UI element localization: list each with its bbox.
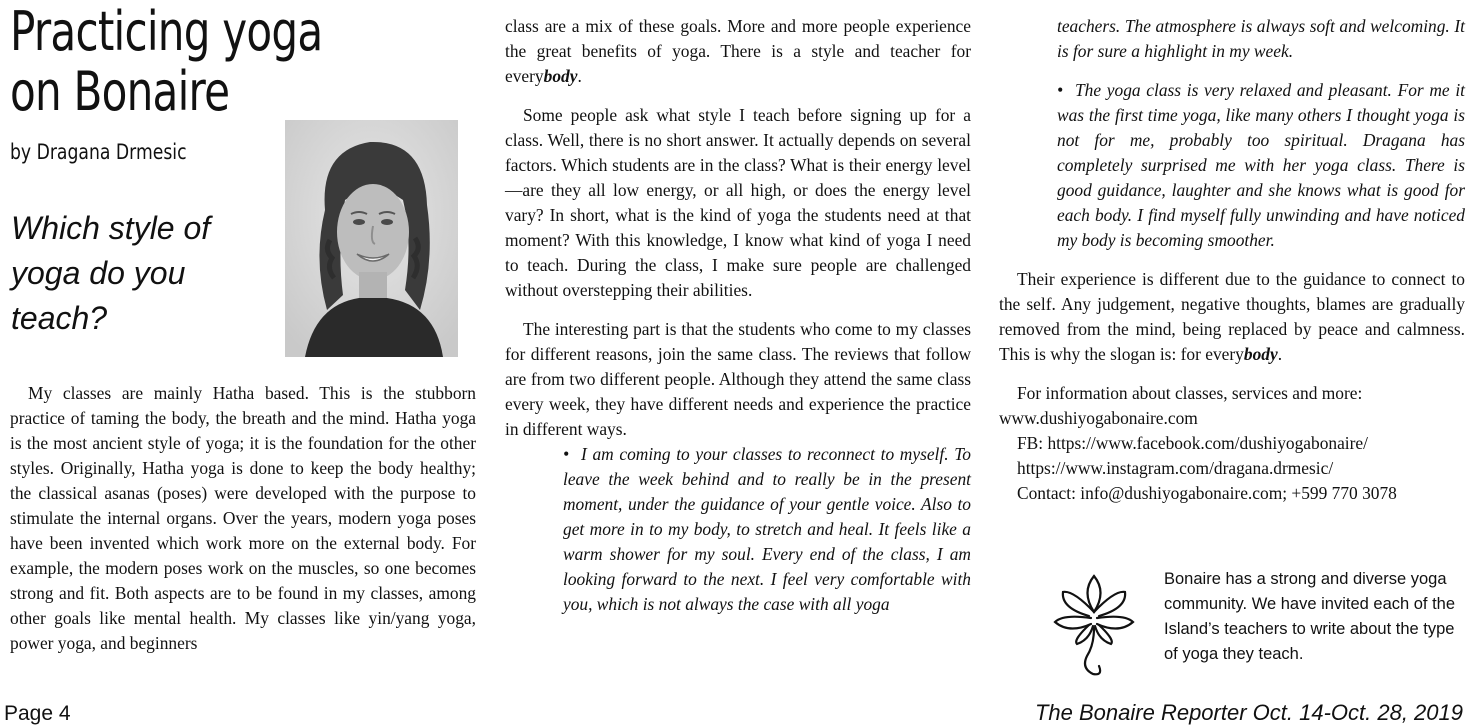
paragraph: My classes are mainly Hatha based. This is the stubborn practice of taming the body, the breath and the mind. Hatha yoga is the most ancient style of yoga; it is the foundation for the other styles. Originally, Hatha yoga is done to keep the body healthy; the classical asanas (poses) were developed with the purpose to stimulate the internal organs. Over the years, modern yoga poses have been invented which work more on the external body. For example, the modern poses work on the muscles, so one becomes strong and fit. Both aspects are to be found in my classes, among other goals like mental health. My classes like yin/yang yoga, power yoga, and beginners bbox=[10, 383, 476, 653]
article-subtitle: Which style of yoga do you teach? bbox=[11, 210, 211, 336]
publication-info: The Bonaire Reporter Oct. 14-Oct. 28, 2019 bbox=[1034, 700, 1463, 725]
emphasis-body: body bbox=[543, 66, 578, 86]
review-quote bbox=[505, 442, 971, 617]
facebook-link[interactable]: FB: https://www.facebook.com/dushiyogabonaire/ bbox=[1017, 433, 1368, 453]
column-2 bbox=[505, 14, 971, 617]
bullet-icon: • bbox=[563, 444, 570, 464]
contact-email-phone[interactable]: Contact: info@dushiyogabonaire.com; +599 770 3078 bbox=[1017, 483, 1397, 503]
series-promo: Bonaire has a strong and diverse yoga community. We have invited each of the Island’s teachers to write about the type of yoga they teach. bbox=[1164, 570, 1456, 663]
title-line-1: Practicing yoga bbox=[10, 0, 323, 63]
contact-info bbox=[999, 381, 1465, 506]
paragraph-text: Their experience is different due to the guidance to connect to the self. Any judgement, negative thoughts, blames are gradually removed from the mind, being replaced by peace and calmness. This is why the slogan is: for every bbox=[999, 269, 1465, 364]
paragraph-text: . bbox=[577, 66, 582, 86]
instagram-link[interactable]: https://www.instagram.com/dragana.drmesic/ bbox=[1017, 458, 1334, 478]
bullet-icon: • bbox=[1057, 80, 1064, 100]
lotus-icon bbox=[1051, 570, 1137, 682]
paragraph bbox=[999, 267, 1465, 367]
website-link[interactable]: www.dushiyogabonaire.com bbox=[999, 408, 1198, 428]
emphasis-body: body bbox=[1243, 344, 1278, 364]
review-text: I am coming to your classes to reconnect to myself. To leave the week behind and to really be in the present moment, under the guidance of your gentle voice. Also to get more in to my body, to stretch and heal. It feels like a warm shower for my soul. Every end of the class, I am looking forward to the next. I feel very comfortable with you, which is not always the case with all yoga bbox=[563, 444, 971, 614]
paragraph: Some people ask what style I teach before signing up for a class. Well, there is no short answer. It actually depends on several factors. Which students are in the class? What is their energy level—are they all low energy, or all high, or does the energy level vary? In short, what is the kind of yoga the students need at that moment? With this knowledge, I know what kind of yoga I need to teach. During the class, I make sure people are challenged without overstepping their abilities. bbox=[505, 105, 971, 300]
paragraph bbox=[505, 14, 971, 89]
byline: by Dragana Drmesic bbox=[10, 140, 187, 164]
review-text: The yoga class is very relaxed and pleasant. For me it was the first time yoga, like many others I thought yoga is not for me, probably too spiritual. Dragana has completely surprised me with her yoga class. There is good guidance, laughter and she knows what is good for each body. I find myself fully unwinding and have noticed my body is becoming smoother. bbox=[1057, 80, 1465, 250]
paragraph-text: . bbox=[1277, 344, 1283, 364]
paragraph: The interesting part is that the students who come to my classes for different reasons, join the same class. The reviews that follow are from two different people. Although they attend the same class every week, they have different needs and experience the practice in different ways. bbox=[505, 319, 971, 439]
author-portrait-image bbox=[285, 120, 458, 357]
paragraph-text: class are a mix of these goals. More and more people experience the great benefits of yoga. There is a style and teacher for every bbox=[505, 16, 971, 86]
author-photo bbox=[285, 120, 458, 357]
review-quote bbox=[999, 78, 1465, 253]
review-quote-continued: teachers. The atmosphere is always soft and welcoming. It is for sure a highlight in my week. bbox=[1057, 16, 1465, 61]
column-3 bbox=[999, 14, 1465, 506]
info-intro: For information about classes, services and more: bbox=[1017, 383, 1363, 403]
page-number: Page 4 bbox=[4, 702, 71, 725]
column-1 bbox=[10, 381, 476, 656]
title-line-2: on Bonaire bbox=[10, 60, 230, 123]
article-title bbox=[10, 2, 322, 122]
